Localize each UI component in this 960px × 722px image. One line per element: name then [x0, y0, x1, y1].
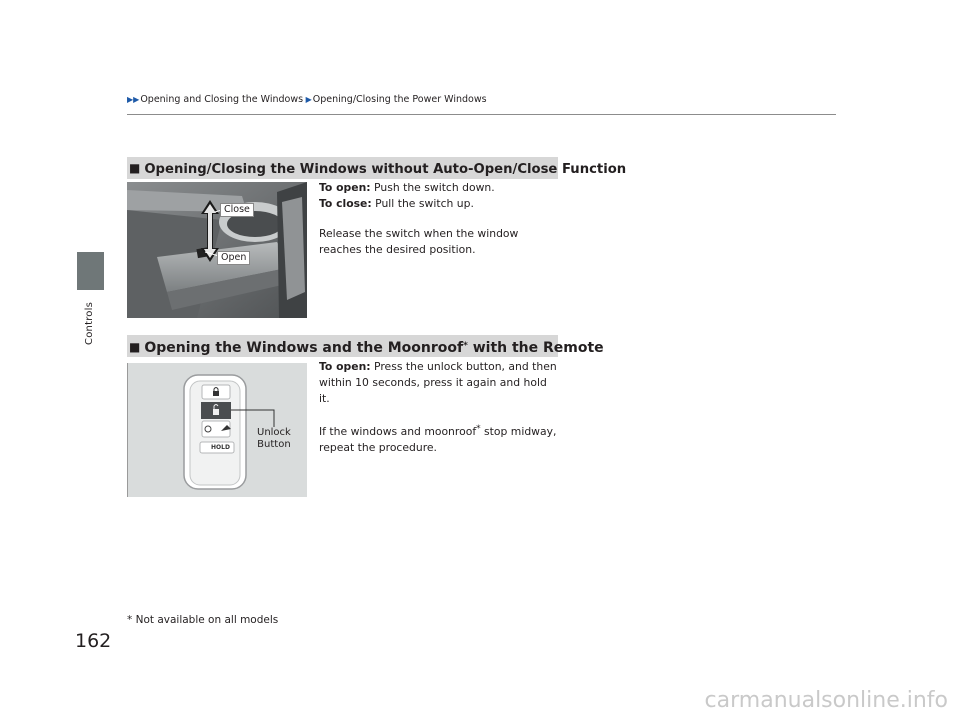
door-panel-drawing	[127, 182, 307, 318]
header-divider	[127, 114, 836, 115]
section1-text	[319, 180, 569, 258]
release-text: Release the switch when the window reaches the desired position.	[319, 227, 519, 256]
footnote: * Not available on all models	[127, 614, 279, 626]
close-label: To close:	[319, 197, 372, 210]
close-instruction	[319, 196, 569, 212]
chapter-label: Controls	[84, 302, 95, 345]
asterisk-mark: *	[476, 424, 481, 434]
breadcrumb	[127, 94, 487, 105]
breadcrumb-level1[interactable]: Opening and Closing the Windows	[140, 94, 304, 105]
section-title-before: Opening the Windows and the Moonroof	[144, 340, 464, 356]
section-heading-no-auto	[127, 157, 627, 179]
close-text: Pull the switch up.	[375, 197, 474, 210]
open-text: Push the switch down.	[374, 181, 495, 194]
breadcrumb-arrow-icon: ▶	[303, 95, 312, 104]
watermark: carmanualsonline.info	[704, 688, 948, 713]
open-instruction	[319, 180, 569, 196]
open-callout: Open	[217, 251, 250, 265]
remote-illustration	[127, 363, 307, 497]
section-heading-remote	[127, 335, 604, 357]
breadcrumb-arrow-icon: ▶▶	[127, 95, 140, 104]
section-marker-icon: ■	[129, 340, 141, 354]
open-text: Press the unlock button, and then within 10 seconds, press it again and hold it.	[319, 360, 557, 405]
midway-text: If the windows and moonroof* stop midway, repeat the procedure.	[319, 424, 557, 454]
breadcrumb-level2[interactable]: Opening/Closing the Power Windows	[312, 94, 487, 105]
section2-text	[319, 359, 569, 456]
page-number: 162	[75, 630, 112, 652]
open-label: To open:	[319, 181, 371, 194]
section-title: Opening/Closing the Windows without Auto-Open/Close Function	[144, 162, 627, 177]
asterisk-mark: *	[463, 341, 468, 351]
section-marker-icon: ■	[129, 161, 141, 175]
open-label: To open:	[319, 360, 371, 373]
unlock-button-label: Unlock Button	[257, 427, 291, 450]
chapter-tab	[77, 252, 104, 290]
window-switch-illustration	[127, 182, 307, 318]
close-callout: Close	[220, 203, 254, 217]
hold-label: HOLD	[211, 444, 230, 451]
open-instruction-remote	[319, 359, 559, 407]
section-title-after: with the Remote	[467, 340, 604, 356]
